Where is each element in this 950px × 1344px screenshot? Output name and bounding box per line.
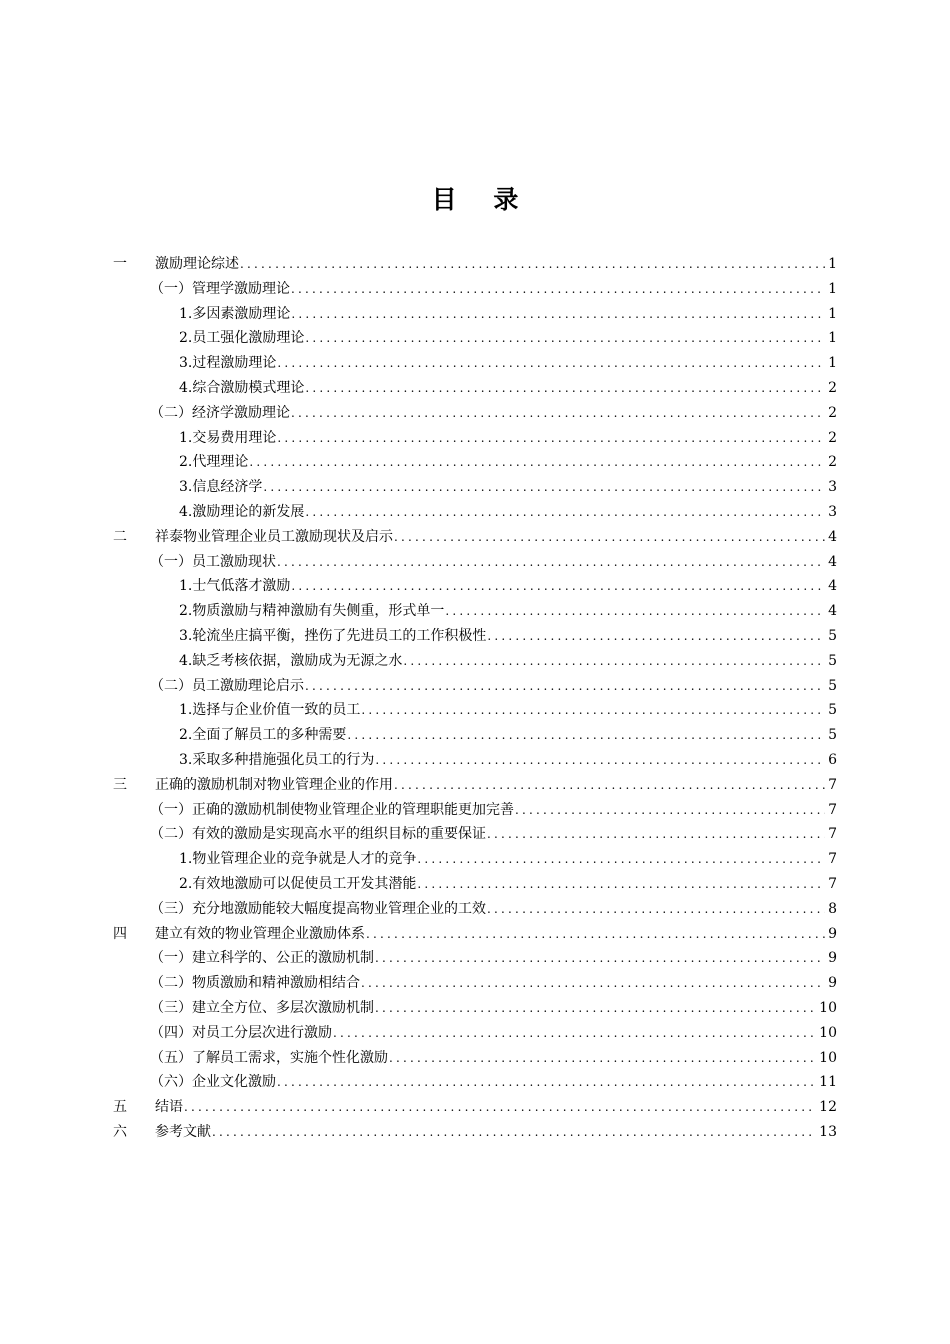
toc-entry[interactable] (113, 351, 837, 376)
toc-entry[interactable] (113, 450, 837, 475)
toc-entry-page-number: 1 (828, 355, 837, 372)
toc-entry-number: （六） (150, 1074, 192, 1091)
toc-entry-page-number: 9 (828, 950, 837, 967)
dot-leader (389, 1046, 816, 1071)
toc-entry[interactable] (113, 872, 837, 897)
toc-entry-number: （一） (150, 801, 192, 818)
toc-entry-page-number: 5 (828, 652, 837, 669)
toc-entry-label: 参考文献 (155, 1123, 211, 1140)
toc-entry-number: （五） (150, 1049, 192, 1066)
dot-leader (184, 1095, 816, 1120)
toc-entry-page-number: 1 (828, 256, 837, 272)
toc-entry-number: 1. (179, 305, 193, 322)
toc-entry-number: 3. (179, 751, 193, 768)
toc-entry-page-number: 2 (828, 379, 837, 396)
toc-entry[interactable] (113, 798, 837, 823)
toc-entry-page-number: 4 (828, 528, 837, 545)
dot-leader (347, 723, 825, 748)
toc-entry-number: 4. (179, 652, 193, 669)
toc-entry-label: 员工激励理论启示 (192, 677, 304, 694)
dot-leader (375, 996, 816, 1021)
dot-leader (263, 475, 825, 500)
toc-entry-label: 管理学激励理论 (192, 280, 290, 297)
toc-entry-page-number: 3 (828, 479, 837, 496)
toc-entry-label: 物质激励和精神激励相结合 (192, 975, 360, 992)
dot-leader (291, 302, 825, 327)
dot-leader (277, 550, 825, 575)
toc-entry-label: 过程激励理论 (192, 355, 277, 372)
toc-entry[interactable] (113, 996, 837, 1021)
dot-leader (212, 1120, 816, 1145)
dot-leader (291, 574, 825, 599)
dot-leader (487, 624, 825, 649)
toc-entry-page-number: 10 (819, 1049, 837, 1066)
toc-entry-number: 3. (179, 479, 193, 496)
dot-leader (375, 946, 825, 971)
dot-leader (394, 773, 825, 798)
dot-leader (277, 351, 825, 376)
toc-entry-label: 建立有效的物业管理企业激励体系 (155, 925, 365, 942)
toc-entry-label: 全面了解员工的多种需要 (192, 727, 347, 744)
toc-entry-page-number: 7 (828, 851, 837, 868)
toc-entry[interactable] (113, 971, 837, 996)
toc-entry-page-number: 2 (828, 404, 837, 421)
toc-entry[interactable] (113, 599, 837, 624)
toc-entry-number: 1. (179, 851, 193, 868)
toc-entry-label: 了解员工需求，实施个性化激励 (192, 1049, 388, 1066)
toc-entry-page-number: 4 (828, 553, 837, 570)
toc-entry-number: （二） (150, 404, 192, 421)
toc-entry-page-number: 5 (828, 677, 837, 694)
toc-entry[interactable] (113, 698, 837, 723)
toc-entry-page-number: 10 (819, 999, 837, 1016)
toc-entry-number: 三 (113, 776, 127, 793)
toc-entry[interactable] (113, 401, 837, 426)
toc-entry[interactable] (113, 302, 837, 327)
toc-entry-number: （二） (150, 975, 192, 992)
toc-entry-number: 3. (179, 627, 193, 644)
dot-leader (305, 376, 825, 401)
toc-entry-page-number: 10 (819, 1024, 837, 1041)
toc-entry-page-number: 9 (828, 975, 837, 992)
toc-entry-number: 1. (179, 429, 193, 446)
toc-entry-page-number: 1 (828, 330, 837, 347)
page-title: 目 录 (431, 185, 533, 214)
toc-entry-page-number: 6 (828, 751, 837, 768)
toc-entry-page-number: 7 (828, 801, 837, 818)
toc-entry-number: （一） (150, 950, 192, 967)
toc-entry[interactable] (113, 822, 837, 847)
toc-entry-number: 六 (113, 1123, 127, 1140)
toc-entry-number: 五 (113, 1099, 127, 1116)
toc-entry-number: （二） (150, 826, 192, 843)
toc-entry[interactable] (113, 1120, 837, 1145)
toc-entry-label: 充分地激励能较大幅度提高物业管理企业的工效 (192, 900, 486, 917)
dot-leader (445, 599, 825, 624)
toc-entry-number: 1. (179, 702, 193, 719)
toc-entry-label: 选择与企业价值一致的员工 (192, 702, 361, 719)
toc-entry-label: 结语 (155, 1099, 183, 1116)
toc-entry-page-number: 5 (828, 627, 837, 644)
toc-entry-label: 正确的激励机制对物业管理企业的作用 (155, 776, 393, 793)
toc-entry[interactable] (113, 376, 837, 401)
table-of-contents (113, 252, 837, 1145)
dot-leader (417, 872, 825, 897)
toc-entry[interactable] (113, 252, 837, 277)
toc-entry-number: （二） (150, 677, 192, 694)
toc-entry-number: （四） (150, 1024, 192, 1041)
dot-leader (305, 500, 825, 525)
toc-entry[interactable] (113, 922, 837, 947)
toc-entry-label: 信息经济学 (192, 479, 263, 496)
toc-entry[interactable] (113, 525, 837, 550)
toc-entry[interactable] (113, 550, 837, 575)
toc-entry[interactable] (113, 674, 837, 699)
toc-entry[interactable] (113, 426, 837, 451)
toc-entry[interactable] (113, 326, 837, 351)
toc-entry[interactable] (113, 475, 837, 500)
toc-entry-page-number: 3 (828, 503, 837, 520)
toc-entry-number: 2. (179, 603, 193, 620)
toc-entry[interactable] (113, 574, 837, 599)
toc-entry-label: 轮流坐庄搞平衡，挫伤了先进员工的工作积极性 (192, 627, 487, 644)
toc-entry-label: 综合激励模式理论 (192, 379, 305, 396)
toc-entry-number: 4. (179, 379, 193, 396)
toc-entry[interactable] (113, 847, 837, 872)
toc-entry[interactable] (113, 1046, 837, 1071)
dot-leader (403, 649, 825, 674)
toc-entry-label: 对员工分层次进行激励 (192, 1024, 332, 1041)
dot-leader (515, 798, 825, 823)
dot-leader (249, 450, 825, 475)
toc-entry-label: 缺乏考核依据，激励成为无源之水 (192, 652, 403, 669)
toc-entry-label: 祥泰物业管理企业员工激励现状及启示 (155, 528, 393, 545)
toc-entry-number: （一） (150, 280, 192, 297)
toc-entry-label: 正确的激励机制使物业管理企业的管理职能更加完善 (192, 801, 514, 818)
toc-entry-page-number: 2 (828, 454, 837, 471)
toc-entry-number: 四 (113, 925, 127, 942)
toc-entry-label: 激励理论的新发展 (192, 503, 305, 520)
dot-leader (487, 897, 825, 922)
toc-entry-page-number: 5 (828, 727, 837, 744)
dot-leader (291, 401, 825, 426)
dot-leader (305, 326, 825, 351)
toc-entry-number: 1. (179, 578, 193, 595)
toc-entry-label: 交易费用理论 (192, 429, 277, 446)
toc-entry-page-number: 2 (828, 429, 837, 446)
toc-entry[interactable] (113, 1070, 837, 1095)
toc-entry-label: 有效地激励可以促使员工开发其潜能 (192, 875, 417, 892)
toc-entry[interactable] (113, 1095, 837, 1120)
toc-entry-label: 员工强化激励理论 (192, 330, 305, 347)
toc-entry[interactable] (113, 897, 837, 922)
toc-entry-number: （一） (150, 553, 192, 570)
dot-leader (366, 922, 825, 947)
toc-entry-label: 有效的激励是实现高水平的组织目标的重要保证 (192, 826, 486, 843)
dot-leader (487, 822, 825, 847)
toc-entry[interactable] (113, 649, 837, 674)
toc-entry-number: 3. (179, 355, 193, 372)
dot-leader (394, 525, 825, 550)
toc-entry-label: 经济学激励理论 (192, 404, 290, 421)
toc-entry-label: 采取多种措施强化员工的行为 (192, 751, 375, 768)
toc-entry[interactable] (113, 277, 837, 302)
toc-entry-page-number: 7 (828, 826, 837, 843)
toc-entry[interactable] (113, 723, 837, 748)
dot-leader (361, 698, 825, 723)
toc-entry-page-number: 7 (828, 875, 837, 892)
toc-entry-number: （三） (150, 900, 192, 917)
dot-leader (375, 748, 825, 773)
dot-leader (361, 971, 825, 996)
dot-leader (277, 1070, 816, 1095)
toc-entry-label: 建立科学的、公正的激励机制 (192, 950, 374, 967)
dot-leader (240, 252, 825, 277)
toc-entry-page-number: 1 (828, 280, 837, 297)
toc-entry-number: 一 (113, 256, 127, 272)
toc-entry[interactable] (113, 946, 837, 971)
toc-entry-label: 物业管理企业的竞争就是人才的竞争 (192, 851, 417, 868)
toc-entry-page-number: 9 (828, 925, 837, 942)
toc-entry-number: 2. (179, 875, 193, 892)
toc-entry[interactable] (113, 773, 837, 798)
toc-entry-number: （三） (150, 999, 192, 1016)
toc-entry-label: 物质激励与精神激励有失侧重，形式单一 (192, 603, 445, 620)
toc-entry-page-number: 11 (819, 1074, 837, 1091)
toc-entry[interactable] (113, 500, 837, 525)
toc-entry-number: 2. (179, 727, 193, 744)
toc-entry-number: 4. (179, 503, 193, 520)
toc-entry[interactable] (113, 1021, 837, 1046)
toc-entry-label: 企业文化激励 (192, 1074, 276, 1091)
toc-entry-page-number: 5 (828, 702, 837, 719)
toc-entry-label: 多因素激励理论 (192, 305, 291, 322)
toc-entry-number: 二 (113, 528, 127, 545)
toc-entry-page-number: 8 (828, 900, 837, 917)
toc-entry-page-number: 7 (828, 776, 837, 793)
toc-entry-label: 代理理论 (192, 454, 249, 471)
toc-entry-page-number: 12 (819, 1099, 837, 1116)
toc-entry[interactable] (113, 624, 837, 649)
dot-leader (305, 674, 825, 699)
dot-leader (277, 426, 825, 451)
toc-entry-page-number: 4 (828, 603, 837, 620)
toc-entry-label: 士气低落才激励 (192, 578, 291, 595)
dot-leader (333, 1021, 816, 1046)
toc-entry-page-number: 13 (819, 1123, 837, 1140)
toc-entry-label: 建立全方位、多层次激励机制 (192, 999, 374, 1016)
toc-entry-number: 2. (179, 330, 193, 347)
dot-leader (291, 277, 825, 302)
toc-entry-page-number: 4 (828, 578, 837, 595)
toc-entry-page-number: 1 (828, 305, 837, 322)
toc-entry-label: 员工激励现状 (192, 553, 276, 570)
dot-leader (417, 847, 825, 872)
toc-entry-label: 激励理论综述 (155, 256, 239, 272)
toc-entry-number: 2. (179, 454, 193, 471)
toc-entry[interactable] (113, 748, 837, 773)
